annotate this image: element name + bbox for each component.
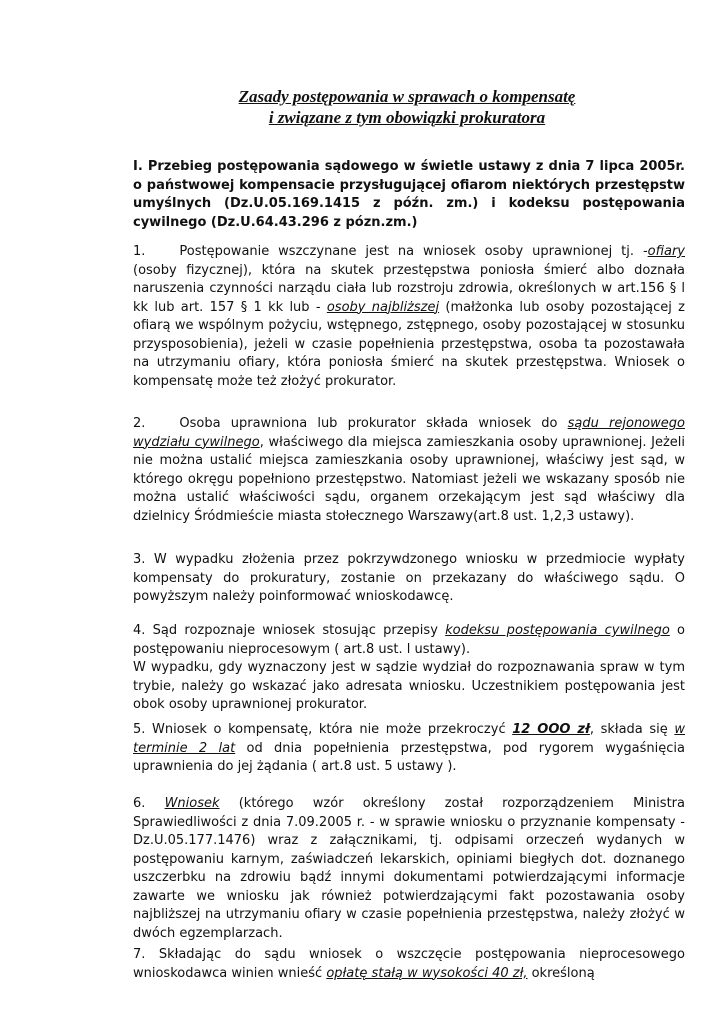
term-osoby-najblizsze: osoby najbliższej: [326, 299, 440, 315]
title-line-2: i związane z tym obowiązki prokuratora: [268, 108, 546, 127]
term-kwota: 12 OOO zł: [512, 722, 590, 737]
term-sad-rejonowy: sądu rejonowego wydziału cywilnego: [133, 416, 685, 450]
title-line-1: Zasady postępowania w sprawach o kompensatę: [238, 87, 576, 106]
paragraph-4: 4. Sąd rozpoznaje wniosek stosując przepisy kodeksu postępowania cywilnego o postępowaniu nieprocesowym ( art.8 ust. l ustawy). W wypadku, gdy wyznaczony jest w sądzie wydział do rozpoznawania spraw w tym trybie, należy go wskazać jako adresata wniosku. Uczestnikiem postępowania jest obok osoby uprawnionej prokurator.: [133, 623, 685, 712]
paragraph-2: 2. Osoba uprawniona lub prokurator składa wniosek do sądu rejonowego wydziału cywilnego, właściwego dla miejsca zamieszkania osoby uprawnionej. Jeżeli nie można ustalić miejsca zamieszkania osoby uprawnionej, właściwy jest sąd, w którego okręgu popełniono przestępstwo. Natomiast jeżeli we wskazany sposób nie można ustalić właściwości sądu, organem orzekającym jest sąd właściwy dla dzielnicy Śródmieście miasta stołecznego Warszawy(art.8 ust. 1,2,3 ustawy).: [133, 416, 685, 524]
paragraph-1: 1. Postępowanie wszczynane jest na wniosek osoby uprawnionej tj. -ofiary (osoby fizycznej), która na skutek przestępstwa poniosła śmierć albo doznała naruszenia czynności narządu ciała lub rozstroju zdrowia, określonych w art.156 § l kk lub art. 157 § 1 kk lub - osoby najbliższej (małżonka lub osoby pozostającej z ofiarą we wspólnym pożyciu, wstępnego, zstępnego, osoby pozostającej w stosunku przysposobienia), jeżeli w czasie popełnienia przestępstwa, osoba ta pozostawała na utrzymaniu ofiary, która poniosła śmierć na skutek przestępstwa. Wniosek o kompensatę może też złożyć prokurator.: [133, 244, 685, 389]
paragraph-3: 3. W wypadku złożenia przez pokrzywdzonego wniosku w przedmiocie wypłaty kompensaty do prokuratury, zostanie on przekazany do właściwego sądu. O powyższym należy poinformować wnioskodawcę.: [133, 552, 685, 604]
term-ofiary: ofiary: [647, 244, 685, 259]
paragraph-6: 6. Wniosek (którego wzór określony został rozporządzeniem Ministra Sprawiedliwości z dnia 7.09.2005 r. - w sprawie wniosku o przyznanie kompensaty - Dz.U.05.177.1476) wraz z załącznikami, tj. odpisami orzeczeń wydanych w postępowaniu karnym, zaświadczeń lekarskich, opiniami biegłych dot. doznanego uszczerbku na zdrowiu bądź innymi dokumentami potwierdzającymi informacje zawarte we wniosku jak również potwierdzającymi fakt pozostawania osoby najbliższej na utrzymaniu ofiary w czasie popełnienia przestępstwa, należy złożyć w dwóch egzemplarzach.: [133, 796, 685, 941]
term-wniosek: Wniosek: [164, 796, 220, 811]
document-title: [133, 86, 681, 128]
term-kpc: kodeksu postępowania cywilnego: [445, 623, 670, 638]
term-oplata: opłatę stałą w wysokości 40 zł,: [326, 965, 528, 981]
paragraph-2-number: 2.: [133, 416, 146, 431]
paragraph-1-number: 1.: [133, 244, 146, 259]
section-heading: I. Przebieg postępowania sądowego w świetle ustawy z dnia 7 lipca 2005r. o państwowej kompensacie przysługującej ofiarom niektórych przestępstw umyślnych (Dz.U.05.169.1415 z późn. zm.) i kodeksu postępowania cywilnego (Dz.U.64.43.296 z pózn.zm.): [133, 159, 685, 230]
term-termin: w terminie 2 lat: [133, 722, 685, 756]
paragraph-5: 5. Wniosek o kompensatę, która nie może przekroczyć 12 OOO zł, składa się w terminie 2 lat od dnia popełnienia przestępstwa, pod rygorem wygaśnięcia uprawnienia do jej żądania ( art.8 ust. 5 ustawy ).: [133, 722, 685, 774]
paragraph-7: 7. Składając do sądu wniosek o wszczęcie postępowania nieprocesowego wnioskodawca winien wnieść opłatę stałą w wysokości 40 zł, określoną: [133, 947, 685, 981]
